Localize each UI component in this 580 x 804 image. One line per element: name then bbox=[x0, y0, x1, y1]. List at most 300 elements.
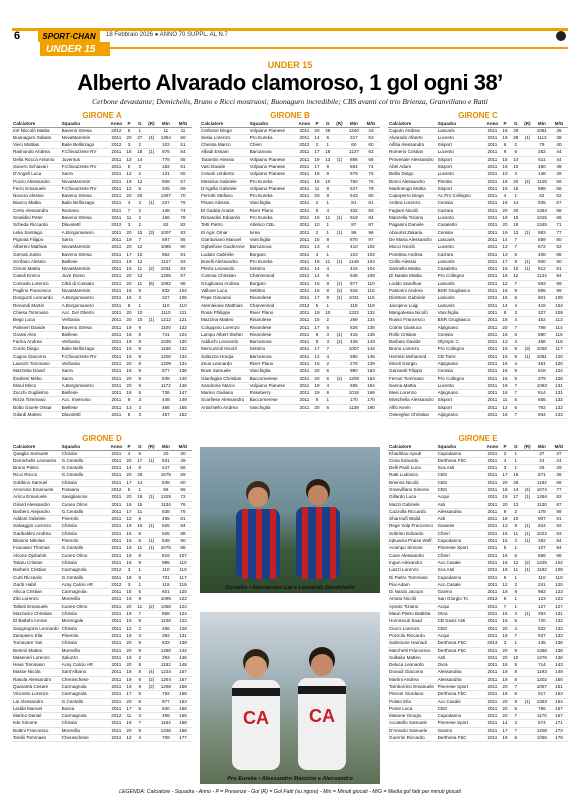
table-cell: 20 bbox=[124, 494, 135, 501]
table-cell: 164 bbox=[362, 382, 380, 389]
table-cell: 4 bbox=[510, 625, 521, 632]
table-cell: 5 bbox=[510, 368, 521, 375]
table-cell: 2011 bbox=[485, 339, 499, 346]
column-header: Min bbox=[158, 121, 174, 127]
table-cell: Arricu Emanuele bbox=[12, 494, 61, 501]
table-cell: 9 bbox=[500, 508, 511, 515]
table-cell: D'Agella Gabriele bbox=[200, 185, 249, 192]
table-cell: 1074 bbox=[534, 486, 550, 493]
table-cell: 158 bbox=[174, 691, 192, 698]
table-cell: 1 bbox=[510, 640, 521, 647]
table-row bbox=[200, 397, 380, 404]
table-cell: 2011 bbox=[109, 309, 123, 316]
table-cell: 677 bbox=[158, 368, 174, 375]
table-row bbox=[12, 244, 192, 251]
table-row bbox=[388, 625, 568, 632]
table-cell: 5 bbox=[510, 375, 521, 382]
table-cell: 19 bbox=[500, 669, 511, 676]
table-cell: 2011 bbox=[485, 705, 499, 712]
table-cell: 62 bbox=[534, 193, 550, 200]
table-cell: G.Centallo bbox=[61, 465, 110, 472]
table-cell: 98 bbox=[174, 280, 192, 287]
table-cell: 12 bbox=[134, 178, 145, 185]
table-cell: CBS bbox=[437, 705, 486, 712]
table-cell: Lavezzi Tommaso bbox=[12, 361, 61, 368]
table-cell: Renandi Martin bbox=[12, 302, 61, 309]
table-cell: 2011 bbox=[485, 567, 499, 574]
table-cell: 19 bbox=[124, 559, 135, 566]
table-cell bbox=[333, 134, 346, 141]
table-cell bbox=[333, 353, 346, 360]
table-row bbox=[12, 713, 192, 720]
table-cell: Rollo Cristian bbox=[388, 331, 437, 338]
table-cell bbox=[521, 412, 534, 419]
column-header: Anno bbox=[110, 444, 123, 450]
table-cell: Alpignano bbox=[437, 412, 486, 419]
table-cell: 87 bbox=[346, 222, 362, 229]
table-row bbox=[388, 353, 568, 360]
table-cell: 20 bbox=[500, 501, 511, 508]
table-cell: 1100 bbox=[158, 324, 174, 331]
table-cell: 135 bbox=[174, 368, 192, 375]
table-cell: 977 bbox=[158, 698, 174, 705]
table-cell: 1139 bbox=[346, 404, 362, 411]
table-cell: Certo Alessandro bbox=[12, 207, 61, 214]
table-row bbox=[388, 545, 568, 552]
table-cell: 4 bbox=[510, 302, 521, 309]
table-cell bbox=[521, 397, 534, 404]
table-cell bbox=[145, 713, 158, 720]
table-cell: 104 bbox=[362, 258, 380, 265]
table-cell: 6 bbox=[510, 552, 521, 559]
table-cell: 16 bbox=[312, 280, 323, 287]
table-cell: 3 bbox=[322, 331, 333, 338]
table-cell: 6 bbox=[500, 596, 511, 603]
table-cell: 2011 bbox=[109, 236, 123, 243]
table-cell bbox=[145, 640, 158, 647]
table-row bbox=[12, 251, 192, 258]
table-cell: Sharroufi Walid bbox=[388, 516, 437, 523]
table-cell: 2011 bbox=[297, 368, 311, 375]
table-cell: Baile Bellinzago bbox=[61, 346, 110, 353]
table-row bbox=[12, 397, 192, 404]
table-cell: 2011 bbox=[485, 684, 499, 691]
table-cell: 2011 bbox=[109, 200, 123, 207]
table-cell: Rege Volp Francesco bbox=[388, 523, 437, 530]
table-cell: 6 bbox=[322, 134, 333, 141]
table-cell: 15 bbox=[134, 229, 145, 236]
table-cell: Rivarolese bbox=[249, 324, 298, 331]
table-cell: 55 bbox=[174, 156, 192, 163]
table-cell: 79 bbox=[534, 142, 550, 149]
table-cell bbox=[521, 450, 534, 457]
table-cell: 6 bbox=[134, 640, 145, 647]
table-cell: 116 bbox=[550, 339, 568, 346]
table-cell: 2011 bbox=[485, 669, 499, 676]
table-row bbox=[12, 361, 192, 368]
table-cell bbox=[145, 465, 158, 472]
table-cell: 3 bbox=[134, 200, 145, 207]
table-cell: Liazzi Lorenzo bbox=[388, 567, 437, 574]
table-cell: Barbero Cristian bbox=[12, 567, 61, 574]
article-kicker: UNDER 15 bbox=[267, 60, 313, 70]
table-cell bbox=[145, 596, 158, 603]
table-cell: Baccomerese bbox=[249, 397, 298, 404]
table-cell bbox=[521, 684, 534, 691]
group-title: GIRONE D bbox=[82, 434, 122, 443]
table-cell: Martinengo Mattia bbox=[388, 185, 437, 192]
table-cell: 20 bbox=[124, 375, 135, 382]
table-cell: 2011 bbox=[109, 654, 123, 661]
table-cell bbox=[521, 156, 534, 163]
table-cell: 8 bbox=[134, 684, 145, 691]
table-cell: 8 bbox=[510, 669, 521, 676]
table-row bbox=[200, 185, 380, 192]
table-cell: CBS bbox=[437, 625, 486, 632]
table-cell: (1) bbox=[333, 156, 346, 163]
table-row bbox=[200, 207, 380, 214]
table-cell: 269 bbox=[346, 317, 362, 324]
table-cell: 20 bbox=[500, 207, 511, 214]
table-cell bbox=[145, 501, 158, 508]
table-cell: 601 bbox=[534, 295, 550, 302]
table-cell bbox=[145, 207, 158, 214]
table-cell: 10 bbox=[134, 317, 145, 324]
table-cell: 15 bbox=[500, 611, 511, 618]
table-cell: 15 bbox=[312, 288, 323, 295]
table-cell: 2011 bbox=[297, 193, 311, 200]
table-cell: 82 bbox=[550, 494, 568, 501]
table-cell: 9 bbox=[322, 171, 333, 178]
table-row bbox=[12, 324, 192, 331]
table-cell: 43 bbox=[362, 127, 380, 134]
table-cell: Baile Bellinzago bbox=[61, 200, 110, 207]
table-cell: 2011 bbox=[485, 185, 499, 192]
column-header: G bbox=[134, 444, 145, 450]
table-row bbox=[388, 229, 568, 236]
table-cell: 173 bbox=[550, 727, 568, 734]
table-cell: 7 bbox=[510, 412, 521, 419]
table-cell bbox=[145, 611, 158, 618]
table-cell: 2011 bbox=[109, 676, 123, 683]
table-cell: Barbuto Davide bbox=[388, 339, 437, 346]
table-cell: 2011 bbox=[109, 640, 123, 647]
table-cell: Zocchi Guglielmo bbox=[12, 390, 61, 397]
table-row bbox=[12, 317, 192, 324]
table-cell: 11 bbox=[134, 603, 145, 610]
table-cell bbox=[145, 472, 158, 479]
table-cell: 2011 bbox=[109, 163, 123, 170]
table-cell bbox=[145, 450, 158, 457]
table-cell: 792 bbox=[158, 691, 174, 698]
table-cell: 1031 bbox=[158, 266, 174, 273]
group-title: GIRONE E bbox=[458, 434, 498, 443]
table-cell: 2011 bbox=[297, 200, 311, 207]
table-row bbox=[12, 200, 192, 207]
table-cell: Osieeghie Christian bbox=[388, 412, 437, 419]
table-cell: 163 bbox=[174, 698, 192, 705]
table-cell: 2011 bbox=[485, 390, 499, 397]
table-cell: 20 bbox=[500, 684, 511, 691]
table-cell bbox=[521, 127, 534, 134]
table-cell: Alpignano bbox=[437, 390, 486, 397]
table-cell: 2011 bbox=[485, 450, 499, 457]
table-cell: 14 bbox=[312, 266, 323, 273]
table-cell: 17 bbox=[500, 472, 511, 479]
table-cell: 20 bbox=[312, 375, 323, 382]
table-row bbox=[12, 625, 192, 632]
table-cell: 2011 bbox=[297, 339, 311, 346]
table-cell: 105 bbox=[174, 295, 192, 302]
table-row bbox=[12, 698, 192, 705]
table-row bbox=[12, 720, 192, 727]
table-cell: 2012 bbox=[109, 486, 123, 493]
table-row bbox=[388, 567, 568, 574]
table-cell: Lucento bbox=[437, 244, 486, 251]
table-cell: 2 bbox=[500, 450, 511, 457]
table-cell: 4 bbox=[510, 317, 521, 324]
ranking-table bbox=[12, 444, 192, 742]
table-cell: 2011 bbox=[297, 222, 311, 229]
table-cell: 1 bbox=[134, 127, 145, 134]
table-cell: 8 bbox=[134, 727, 145, 734]
table-cell: (2) bbox=[333, 288, 346, 295]
column-header: (R) bbox=[521, 121, 534, 127]
table-cell: 2 bbox=[312, 142, 323, 149]
table-cell: 16 bbox=[312, 361, 323, 368]
table-cell: Morevilla bbox=[61, 727, 110, 734]
table-cell: Sarra bbox=[61, 375, 110, 382]
table-cell: 2011 bbox=[109, 508, 123, 515]
table-cell: Carmagnola bbox=[61, 691, 110, 698]
table-cell: 597 bbox=[158, 236, 174, 243]
table-cell: 2011 bbox=[109, 397, 123, 404]
table-cell: 138 bbox=[550, 654, 568, 661]
table-cell: 156 bbox=[158, 215, 174, 222]
table-cell: 48 bbox=[550, 163, 568, 170]
table-row bbox=[388, 215, 568, 222]
table-cell: 12 bbox=[134, 258, 145, 265]
table-cell: 2011 bbox=[485, 574, 499, 581]
table-cell: 11 bbox=[134, 280, 145, 287]
table-cell: 293 bbox=[158, 654, 174, 661]
table-cell: Paglino Francesco bbox=[12, 288, 61, 295]
table-cell: 1146 bbox=[346, 258, 362, 265]
table-cell: 227 bbox=[158, 200, 174, 207]
table-cell: 17 bbox=[510, 494, 521, 501]
table-cell bbox=[145, 302, 158, 309]
table-cell: 19 bbox=[124, 684, 135, 691]
table-cell: 6 bbox=[134, 538, 145, 545]
table-cell: G.Centallo bbox=[61, 457, 110, 464]
table-row bbox=[12, 705, 192, 712]
table-cell: 5 bbox=[312, 302, 323, 309]
table-cell: 13 bbox=[500, 523, 511, 530]
table-cell: 15 bbox=[124, 589, 135, 596]
table-row bbox=[12, 735, 192, 742]
table-cell: 2011 bbox=[485, 465, 499, 472]
table-cell: 3 bbox=[134, 295, 145, 302]
table-cell: Pastorini Andrea bbox=[388, 288, 437, 295]
table-cell: 2011 bbox=[109, 295, 123, 302]
table-cell: 11 bbox=[500, 397, 511, 404]
table-cell: Carmagnola bbox=[61, 713, 110, 720]
table-cell: Gavino bbox=[437, 589, 486, 596]
table-cell: 2011 bbox=[485, 508, 499, 515]
table-cell: Sarra bbox=[61, 368, 110, 375]
table-cell: Charvensod bbox=[249, 302, 298, 309]
table-cell: 1 bbox=[510, 603, 521, 610]
table-row bbox=[12, 669, 192, 676]
table-cell: 12 bbox=[500, 404, 511, 411]
table-cell: Alfio Kevin bbox=[388, 404, 437, 411]
table-row bbox=[388, 735, 568, 742]
table-cell: 12 bbox=[124, 171, 135, 178]
table-cell: 2011 bbox=[297, 163, 311, 170]
table-cell: 16 bbox=[500, 368, 511, 375]
table-cell: 1110 bbox=[158, 309, 174, 316]
table-cell: 831 bbox=[158, 457, 174, 464]
table-cell: 38 bbox=[550, 134, 568, 141]
table-cell: 27 bbox=[134, 134, 145, 141]
table-cell: 18 bbox=[124, 390, 135, 397]
table-row bbox=[388, 258, 568, 265]
table-cell: Cirillo Alessio bbox=[388, 258, 437, 265]
table-cell: 1575 bbox=[158, 472, 174, 479]
table-cell: 145 bbox=[362, 353, 380, 360]
table-cell: 2011 bbox=[109, 611, 123, 618]
table-cell: 29 bbox=[510, 134, 521, 141]
table-row bbox=[200, 382, 380, 389]
table-cell: Gianfagita Christian bbox=[200, 375, 249, 382]
table-cell: 1192 bbox=[534, 479, 550, 486]
table-row bbox=[388, 207, 568, 214]
table-cell: Paganini Daniele bbox=[388, 222, 437, 229]
table-cell: 572 bbox=[534, 244, 550, 251]
table-cell: 18 bbox=[124, 669, 135, 676]
table-cell: Rimandini Edoardo bbox=[200, 215, 249, 222]
table-cell: 87 bbox=[550, 501, 568, 508]
table-cell: 117 bbox=[174, 574, 192, 581]
ranking-table bbox=[12, 121, 192, 419]
table-cell: 115 bbox=[362, 288, 380, 295]
svg-text:CA: CA bbox=[243, 708, 269, 728]
table-cell: 2011 bbox=[297, 375, 311, 382]
table-cell bbox=[521, 339, 534, 346]
table-cell: 7 bbox=[510, 727, 521, 734]
table-cell: Biellese bbox=[61, 390, 110, 397]
table-cell: 7 bbox=[134, 720, 145, 727]
table-cell: 1254 bbox=[158, 676, 174, 683]
table-cell: 2012 bbox=[109, 142, 123, 149]
table-cell: 50 bbox=[174, 134, 192, 141]
table-cell: 680 bbox=[534, 331, 550, 338]
table-cell: 91 bbox=[550, 266, 568, 273]
table-row bbox=[388, 163, 568, 170]
table-cell: Vieci Mattias bbox=[12, 142, 61, 149]
table-cell: 3 bbox=[124, 581, 135, 588]
table-cell: Juventus bbox=[61, 156, 110, 163]
table-cell: 60 bbox=[346, 142, 362, 149]
column-header: P bbox=[312, 121, 323, 127]
table-cell: 6 bbox=[322, 324, 333, 331]
table-cell: 16 bbox=[124, 538, 135, 545]
table-row bbox=[388, 178, 568, 185]
table-cell bbox=[521, 713, 534, 720]
table-cell: Pinerese Sport bbox=[437, 720, 486, 727]
table-cell: 144 bbox=[362, 346, 380, 353]
table-cell: G.Centallo bbox=[61, 698, 110, 705]
table-cell: Lascaris bbox=[437, 127, 486, 134]
table-cell: 2011 bbox=[485, 200, 499, 207]
table-cell: 53 bbox=[362, 134, 380, 141]
table-cell: Raimondo Andrea bbox=[12, 149, 61, 156]
table-cell: 1280 bbox=[158, 647, 174, 654]
column-header: Min bbox=[158, 444, 174, 450]
table-cell bbox=[145, 324, 158, 331]
table-cell: 19 bbox=[124, 545, 135, 552]
table-cell: Casali Enrico bbox=[12, 273, 61, 280]
table-cell: 2011 bbox=[109, 465, 123, 472]
table-cell: 760 bbox=[346, 178, 362, 185]
table-row bbox=[12, 530, 192, 537]
group-title: GIRONE A bbox=[82, 111, 122, 120]
table-cell bbox=[521, 149, 534, 156]
table-row bbox=[388, 222, 568, 229]
table-cell: 20 bbox=[500, 698, 511, 705]
table-cell: 2011 bbox=[297, 266, 311, 273]
table-cell: Chisola bbox=[61, 523, 110, 530]
table-cell: 20 bbox=[500, 647, 511, 654]
table-cell: 70 bbox=[174, 193, 192, 200]
table-cell: 3 bbox=[134, 632, 145, 639]
table-cell: 2 bbox=[510, 581, 521, 588]
table-cell: Pinerese Sport bbox=[437, 684, 486, 691]
table-cell: 2011 bbox=[109, 691, 123, 698]
table-cell: 2011 bbox=[109, 450, 123, 457]
table-cell: 19 bbox=[510, 222, 521, 229]
table-cell: Pinerese Sport bbox=[437, 545, 486, 552]
table-cell: 2011 bbox=[485, 735, 499, 742]
table-row bbox=[12, 596, 192, 603]
table-row bbox=[12, 382, 192, 389]
table-cell: F.Chivazzese RV bbox=[61, 149, 110, 156]
table-cell: 2 bbox=[134, 207, 145, 214]
table-cell bbox=[145, 346, 158, 353]
table-cell bbox=[145, 581, 158, 588]
table-cell: 2011 bbox=[297, 317, 311, 324]
table-cell: Atemleiane Matthias bbox=[200, 302, 249, 309]
table-cell: 2011 bbox=[109, 353, 123, 360]
table-cell: 19 bbox=[500, 163, 511, 170]
table-cell: 110 bbox=[174, 302, 192, 309]
table-cell: 498 bbox=[158, 713, 174, 720]
table-row bbox=[12, 236, 192, 243]
table-cell: Demichelis Leonardo bbox=[12, 457, 61, 464]
table-cell: 6 bbox=[134, 698, 145, 705]
table-cell: 30 bbox=[174, 450, 192, 457]
table-cell: 9 bbox=[134, 618, 145, 625]
table-row bbox=[12, 457, 192, 464]
table-cell: (1) bbox=[333, 295, 346, 302]
table-cell: 18 bbox=[500, 486, 511, 493]
table-cell: 10 bbox=[134, 523, 145, 530]
table-cell: Pinerolo bbox=[61, 538, 110, 545]
table-cell: 20 bbox=[124, 457, 135, 464]
table-row bbox=[388, 134, 568, 141]
table-cell bbox=[521, 222, 534, 229]
table-cell: Savigliancse bbox=[61, 494, 110, 501]
